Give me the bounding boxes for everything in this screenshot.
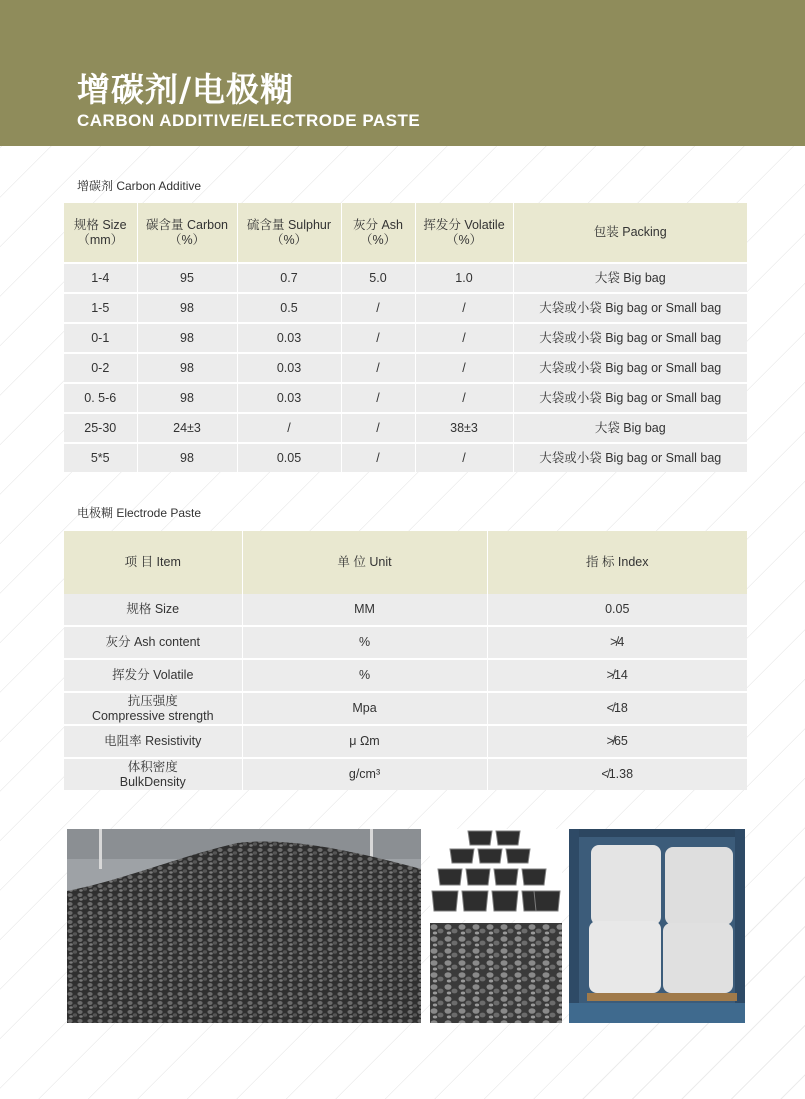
header-volatile-label: 挥发分 Volatile [423, 217, 505, 232]
table-cell: 1-5 [64, 293, 137, 323]
header-carbon-label: 碳含量 Carbon [146, 217, 228, 232]
table-cell: 大袋 Big bag [513, 263, 747, 293]
table-cell: / [341, 383, 415, 413]
table-cell: 0.05 [237, 443, 341, 472]
table-cell: 5*5 [64, 443, 137, 472]
table-cell: 5.0 [341, 263, 415, 293]
table-cell: / [415, 353, 513, 383]
table-cell: 0.5 [237, 293, 341, 323]
table-row [64, 725, 747, 758]
table-cell: / [341, 353, 415, 383]
table-cell: 25-30 [64, 413, 137, 443]
table-row [64, 383, 747, 413]
table-cell: / [341, 443, 415, 472]
table-row [64, 263, 747, 293]
table-cell: 0.03 [237, 323, 341, 353]
table-cell: 大袋或小袋 Big bag or Small bag [513, 383, 747, 413]
table-cell: 大袋 Big bag [513, 413, 747, 443]
table-row [64, 626, 747, 659]
table-row [64, 659, 747, 692]
table-cell [64, 725, 242, 758]
table-cell: 大袋或小袋 Big bag or Small bag [513, 293, 747, 323]
table-cell: 24±3 [137, 413, 237, 443]
header-sulphur [237, 203, 341, 263]
electrode-paste-table [64, 531, 747, 790]
table-row [64, 692, 747, 725]
table-cell: / [415, 293, 513, 323]
table-cell: % [242, 626, 487, 659]
header-packing [513, 203, 747, 263]
big-bags-illustration [569, 829, 745, 1023]
table-cell: / [341, 293, 415, 323]
table-row [64, 353, 747, 383]
table-cell: / [415, 383, 513, 413]
table-row [64, 443, 747, 472]
table-cell: / [341, 323, 415, 353]
page-title-en: CARBON ADDITIVE/ELECTRODE PASTE [77, 111, 421, 130]
table-cell: 0. 5-6 [64, 383, 137, 413]
carbon-additive-header-row [64, 203, 747, 263]
table-cell [64, 692, 242, 725]
item-label-cn: 体积密度 [127, 759, 178, 774]
table-cell: 98 [137, 443, 237, 472]
table-cell: 大袋或小袋 Big bag or Small bag [513, 353, 747, 383]
header-sulphur-unit: （%） [270, 232, 308, 247]
item-label: 灰分 Ash content [105, 635, 200, 649]
header-unit: 单 位 Unit [242, 531, 487, 594]
table-cell: g/cm³ [242, 758, 487, 790]
header-size-label: 规格 Size [73, 217, 127, 232]
electrode-blocks-photo [430, 829, 562, 920]
table-cell: 大袋或小袋 Big bag or Small bag [513, 323, 747, 353]
carbon-granules-photo [430, 923, 562, 1023]
header-volatile-unit: （%） [445, 232, 483, 247]
electrode-blocks-illustration [430, 829, 562, 920]
item-label-en: Compressive strength [91, 708, 214, 723]
table-cell: ≯4 [487, 626, 747, 659]
table-cell: 98 [137, 353, 237, 383]
item-label-en: BulkDensity [119, 774, 186, 789]
table-row [64, 594, 747, 626]
table-row [64, 293, 747, 323]
table-cell: 38±3 [415, 413, 513, 443]
table-cell: / [237, 413, 341, 443]
page-title-cn: 增碳剂/电极糊 [77, 70, 295, 109]
header-ash-unit: （%） [359, 232, 397, 247]
table-row [64, 323, 747, 353]
item-label: 规格 Size [126, 602, 180, 616]
table-cell: 98 [137, 293, 237, 323]
table-cell [64, 626, 242, 659]
table-cell: / [341, 413, 415, 443]
carbon-additive-section-title: 增碳剂 Carbon Additive [77, 179, 202, 193]
table-cell: ≯65 [487, 725, 747, 758]
table-cell: ≮18 [487, 692, 747, 725]
item-label: 电阻率 Resistivity [104, 734, 202, 748]
electrode-paste-header-row [64, 531, 747, 594]
table-cell: / [415, 323, 513, 353]
carbon-additive-table [64, 203, 747, 472]
table-cell [64, 594, 242, 626]
table-cell: 1-4 [64, 263, 137, 293]
table-cell: 0.03 [237, 383, 341, 413]
table-cell: 95 [137, 263, 237, 293]
header-carbon [137, 203, 237, 263]
table-cell [64, 659, 242, 692]
table-cell: ≮1.38 [487, 758, 747, 790]
header-ash [341, 203, 415, 263]
carbon-granules-illustration [430, 923, 562, 1023]
table-cell: 98 [137, 323, 237, 353]
electrode-paste-section-title: 电极糊 Electrode Paste [77, 506, 202, 520]
table-cell: MM [242, 594, 487, 626]
header-size-unit: （mm） [77, 232, 124, 247]
carbon-pile-illustration [67, 829, 421, 1023]
header-volatile [415, 203, 513, 263]
header-carbon-unit: （%） [168, 232, 206, 247]
table-row [64, 413, 747, 443]
table-cell: ≯14 [487, 659, 747, 692]
table-cell [64, 758, 242, 790]
header-size [64, 203, 137, 263]
table-cell: 0.05 [487, 594, 747, 626]
big-bags-container-photo [569, 829, 745, 1023]
table-cell: % [242, 659, 487, 692]
table-cell: 98 [137, 383, 237, 413]
header-index: 指 标 Index [487, 531, 747, 594]
carbon-pile-photo [67, 829, 421, 1023]
table-cell: 大袋或小袋 Big bag or Small bag [513, 443, 747, 472]
table-cell: 0-1 [64, 323, 137, 353]
header-sulphur-label: 硫含量 Sulphur [246, 217, 332, 232]
table-cell: 0.03 [237, 353, 341, 383]
header-banner [0, 0, 805, 146]
table-cell: Mpa [242, 692, 487, 725]
table-cell: 1.0 [415, 263, 513, 293]
table-cell: 0.7 [237, 263, 341, 293]
header-ash-label: 灰分 Ash [352, 217, 403, 232]
table-cell: / [415, 443, 513, 472]
table-row [64, 758, 747, 790]
item-label: 挥发分 Volatile [112, 668, 194, 682]
item-label-cn: 抗压强度 [127, 693, 178, 708]
header-item: 项 目 Item [64, 531, 242, 594]
table-cell: 0-2 [64, 353, 137, 383]
header-packing-label: 包装 Packing [593, 225, 667, 239]
table-cell: μ Ωm [242, 725, 487, 758]
